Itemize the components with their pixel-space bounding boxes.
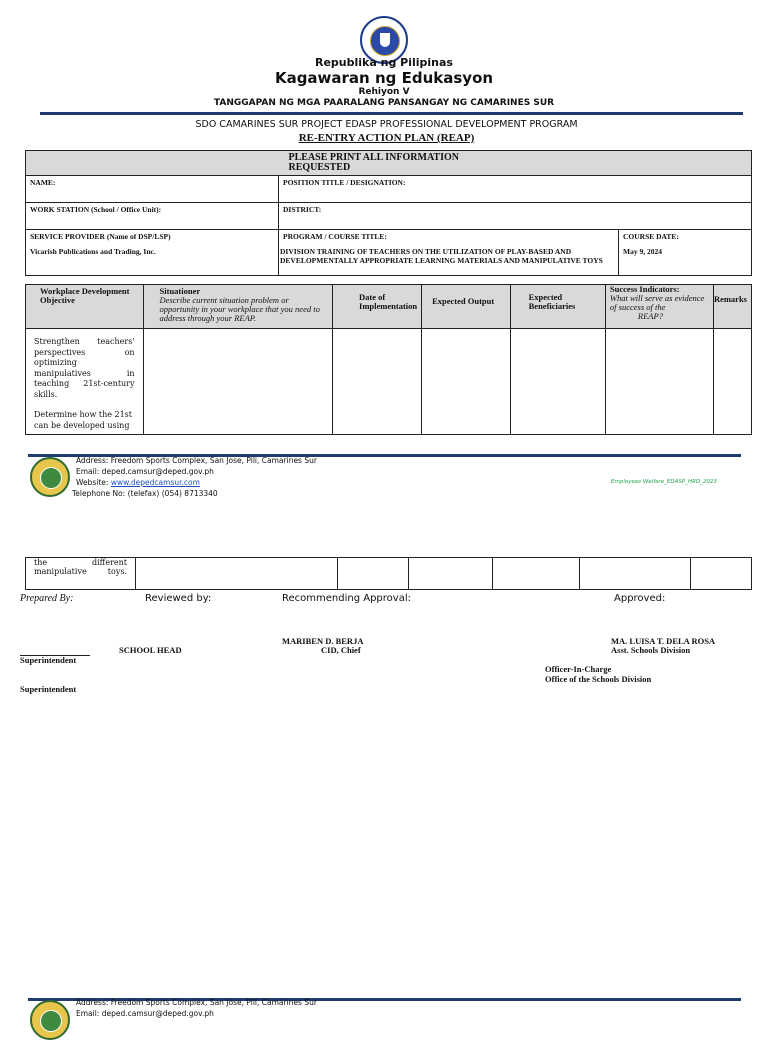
footer-email: Email: deped.camsur@deped.gov.ph: [76, 467, 214, 476]
superintendent-label-1: Superintendent: [20, 655, 77, 665]
course-title-label: PROGRAM / COURSE TITLE:: [283, 232, 387, 241]
col-success: [605, 285, 713, 329]
situationer-cell-continued[interactable]: [136, 558, 338, 590]
col-remarks: Remarks: [713, 285, 751, 329]
office-line: TANGGAPAN NG MGA PAARALANG PANSANGAY NG CAMARINES SUR: [213, 98, 555, 108]
remarks-cell-continued[interactable]: [691, 558, 752, 590]
date-cell-continued[interactable]: [338, 558, 409, 590]
footer-telephone: Telephone No: (telefax) (054) 8713340: [72, 489, 218, 498]
course-date-field[interactable]: [619, 230, 752, 276]
header-divider: [40, 112, 743, 115]
footer-website-link[interactable]: www.depedcamsur.com: [110, 478, 200, 487]
remarks-cell[interactable]: [713, 329, 751, 435]
republic-line: Republika ng Pilipinas: [315, 56, 453, 69]
footer-website-line: Website: www.depedcamsur.com: [76, 478, 200, 487]
prepared-by-label: Prepared By:: [20, 593, 74, 604]
col-date: Date of Implementation: [333, 285, 422, 329]
approver-name: MA. LUISA T. DELA ROSA: [611, 636, 716, 646]
footer-address-block-2: [76, 997, 317, 1019]
district-field[interactable]: DISTRICT:: [279, 203, 752, 230]
document-title: RE-ENTRY ACTION PLAN (REAP): [298, 132, 475, 144]
service-provider-label: SERVICE PROVIDER (Name of DSP/LSP): [30, 232, 171, 241]
course-date-label: COURSE DATE:: [623, 232, 679, 241]
output-cell[interactable]: [422, 329, 511, 435]
success-desc-1: What will serve as evidence of success of the: [609, 293, 705, 312]
col-situationer: [143, 285, 333, 329]
reviewed-by-label: Reviewed by:: [145, 593, 212, 604]
footer-address: Address: Freedom Sports Complex, San Jose, Pili, Camarines Sur: [76, 456, 317, 465]
footer-address-2: Address: Freedom Sports Complex, San Jose, Pili, Camarines Sur: [76, 998, 317, 1007]
objective-cell[interactable]: [26, 329, 144, 435]
info-banner: PLEASE PRINT ALL INFORMATION REQUESTED: [26, 151, 752, 176]
work-station-field[interactable]: WORK STATION (School / Office Unit):: [26, 203, 279, 230]
region-line: Rehiyon V: [358, 87, 410, 97]
objective-2: Determine how the 21st can be developed using: [34, 410, 132, 430]
shield-icon: [380, 33, 390, 47]
department-name: Kagawaran ng Edukasyon: [274, 69, 494, 87]
date-cell[interactable]: [333, 329, 422, 435]
logo-center-icon: [40, 467, 62, 489]
division-logo-2: [30, 1000, 70, 1040]
output-cell-continued[interactable]: [409, 558, 493, 590]
superintendent-label-2: Superintendent: [20, 684, 77, 694]
service-provider-value: Vicarish Publications and Trading, Inc.: [30, 247, 156, 256]
col-beneficiaries: Expected Beneficiaries: [510, 285, 605, 329]
footer-stamp: Employees Welfare_EDASP_HRD_2023: [611, 479, 717, 485]
office-label: Office of the Schools Division: [545, 674, 652, 684]
approved-label: Approved:: [614, 593, 666, 604]
objective-cell-continued[interactable]: [26, 558, 136, 590]
recommender-name: MARIBEN D. BERJA: [282, 636, 364, 646]
recommending-approval-label: Recommending Approval:: [282, 593, 411, 604]
position-field[interactable]: POSITION TITLE / DESIGNATION:: [279, 176, 752, 203]
info-table: [25, 150, 752, 276]
oic-label: Officer-In-Charge: [545, 664, 612, 674]
name-field[interactable]: NAME:: [26, 176, 279, 203]
seal-center-icon: [370, 26, 400, 56]
col-objective: Workplace Development Objective: [26, 285, 144, 329]
success-cell[interactable]: [605, 329, 713, 435]
beneficiaries-cell[interactable]: [510, 329, 605, 435]
beneficiaries-cell-continued[interactable]: [493, 558, 580, 590]
division-logo: [30, 457, 70, 497]
footer-email-2: Email: deped.camsur@deped.gov.ph: [76, 1009, 214, 1018]
col-output: Expected Output: [422, 285, 511, 329]
success-cell-continued[interactable]: [580, 558, 691, 590]
course-date-value: May 9, 2024: [623, 247, 662, 256]
reviewer-title: SCHOOL HEAD: [119, 645, 182, 655]
objective-3: the different manipulative toys.: [34, 558, 127, 576]
success-desc-2: REAP?: [637, 311, 663, 321]
situationer-label: Situationer: [159, 286, 201, 296]
situationer-cell[interactable]: [143, 329, 333, 435]
course-title-field[interactable]: [279, 230, 619, 276]
recommender-title: CID, Chief: [321, 645, 361, 655]
situationer-desc: Describe current situation problem or opportunity in your workplace that you need to address through your REAP.: [159, 295, 320, 323]
service-provider-field[interactable]: [26, 230, 279, 276]
action-plan-table: [25, 284, 752, 435]
objective-1: Strengthen teachers' perspectives on optimizing manipulatives in teaching 21st-century skills.: [34, 337, 135, 399]
course-title-value: DIVISION TRAINING OF TEACHERS ON THE UTILIZATION OF PLAY-BASED AND DEVELOPMENTALLY APPROPRIATE LEARNING MATERIALS AND MANIPULATIVE TOYS: [280, 247, 603, 265]
approver-title: Asst. Schools Division: [611, 645, 691, 655]
footer-address-block: [72, 455, 317, 499]
action-plan-table-continued: [25, 557, 752, 590]
success-label: Success Indicators:: [609, 284, 680, 294]
logo-center-icon-2: [40, 1010, 62, 1032]
program-line: SDO CAMARINES SUR PROJECT EDASP PROFESSIONAL DEVELOPMENT PROGRAM: [195, 119, 578, 130]
